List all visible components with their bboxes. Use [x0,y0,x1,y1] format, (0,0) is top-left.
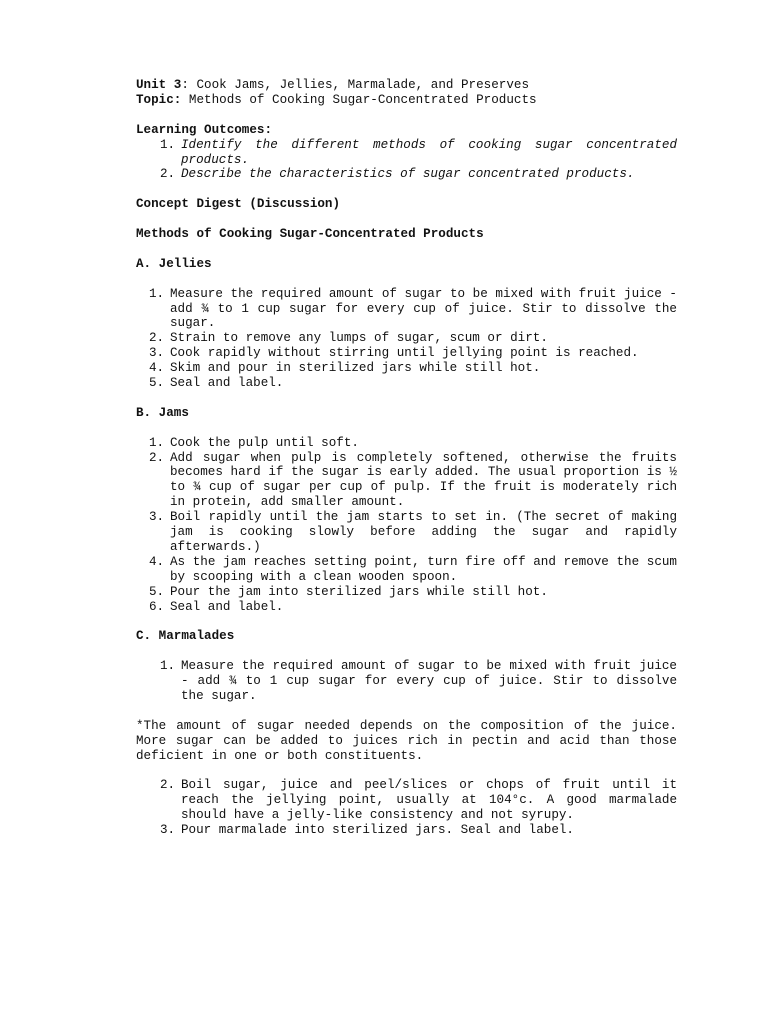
jams-steps [149,435,677,615]
document-body [136,78,677,838]
jams-heading: B. Jams [136,405,189,420]
learning-outcome-item: 1. Identify the different methods of cooking sugar concentrated products. [160,137,677,167]
jellies-heading: A. Jellies [136,256,212,271]
marmalades-step: 1. Measure the required amount of sugar to be mixed with fruit juice - add ¾ to 1 cup sugar for every cup of juice. Stir to dissolve the sugar. [160,659,677,704]
unit-line [136,78,677,93]
jams-step: 5. Pour the jam into sterilized jars while still hot. [149,584,548,599]
learning-outcomes-heading: Learning Outcomes: [136,122,273,137]
unit-label: Unit 3 [136,78,182,92]
marmalades-heading: C. Marmalades [136,629,235,644]
marmalades-steps-a [160,659,677,704]
jams-step: 2. Add sugar when pulp is completely softened, otherwise the fruits becomes hard if the sugar is early added. The usual proportion is ½ to ¾ cup of sugar per cup of pulp. If the fruit is moderately rich in protein, add smaller amount. [149,450,677,510]
jellies-step: 4. Skim and pour in sterilized jars while still hot. [149,361,541,376]
jellies-step: 1. Measure the required amount of sugar to be mixed with fruit juice - add ¾ to 1 cup sugar for every cup of juice. Stir to dissolve the sugar. [149,286,677,331]
learning-outcomes-list [160,137,677,183]
jellies-step: 5. Seal and label. [149,376,284,391]
concept-digest-heading: Concept Digest (Discussion) [136,197,341,212]
marmalades-steps-b [160,778,677,838]
topic-label: Topic: [136,92,182,107]
jellies-step: 3. Cook rapidly without stirring until jellying point is reached. [149,346,639,361]
marmalades-note: *The amount of sugar needed depends on the composition of the juice. More sugar can be added to juices rich in pectin and acid than those deficient in one or both constituents. [136,718,677,763]
jellies-step: 2. Strain to remove any lumps of sugar, scum or dirt. [149,331,548,346]
learning-outcome-item: 2. Describe the characteristics of sugar concentrated products. [160,167,635,182]
jams-step: 4. As the jam reaches setting point, turn fire off and remove the scum by scooping with a clean wooden spoon. [149,554,677,584]
methods-heading: Methods of Cooking Sugar-Concentrated Products [136,227,484,242]
jams-step: 3. Boil rapidly until the jam starts to set in. (The secret of making jam is cooking slowly before adding the sugar and rapidly afterwards.) [149,510,677,554]
unit-text: : Cook Jams, Jellies, Marmalade, and Preserves [181,78,530,92]
topic-text: Methods of Cooking Sugar-Concentrated Products [181,92,537,107]
jellies-steps [149,286,677,391]
marmalades-step: 2. Boil sugar, juice and peel/slices or chops of fruit until it reach the jellying point, usually at 104°c. A good marmalade should have a jelly-like consistency and not syrupy. [160,778,677,823]
jams-step: 1. Cook the pulp until soft. [149,435,359,450]
topic-line [136,93,677,108]
marmalades-step: 3. Pour marmalade into sterilized jars. Seal and label. [160,823,574,838]
jams-step: 6. Seal and label. [149,599,284,614]
